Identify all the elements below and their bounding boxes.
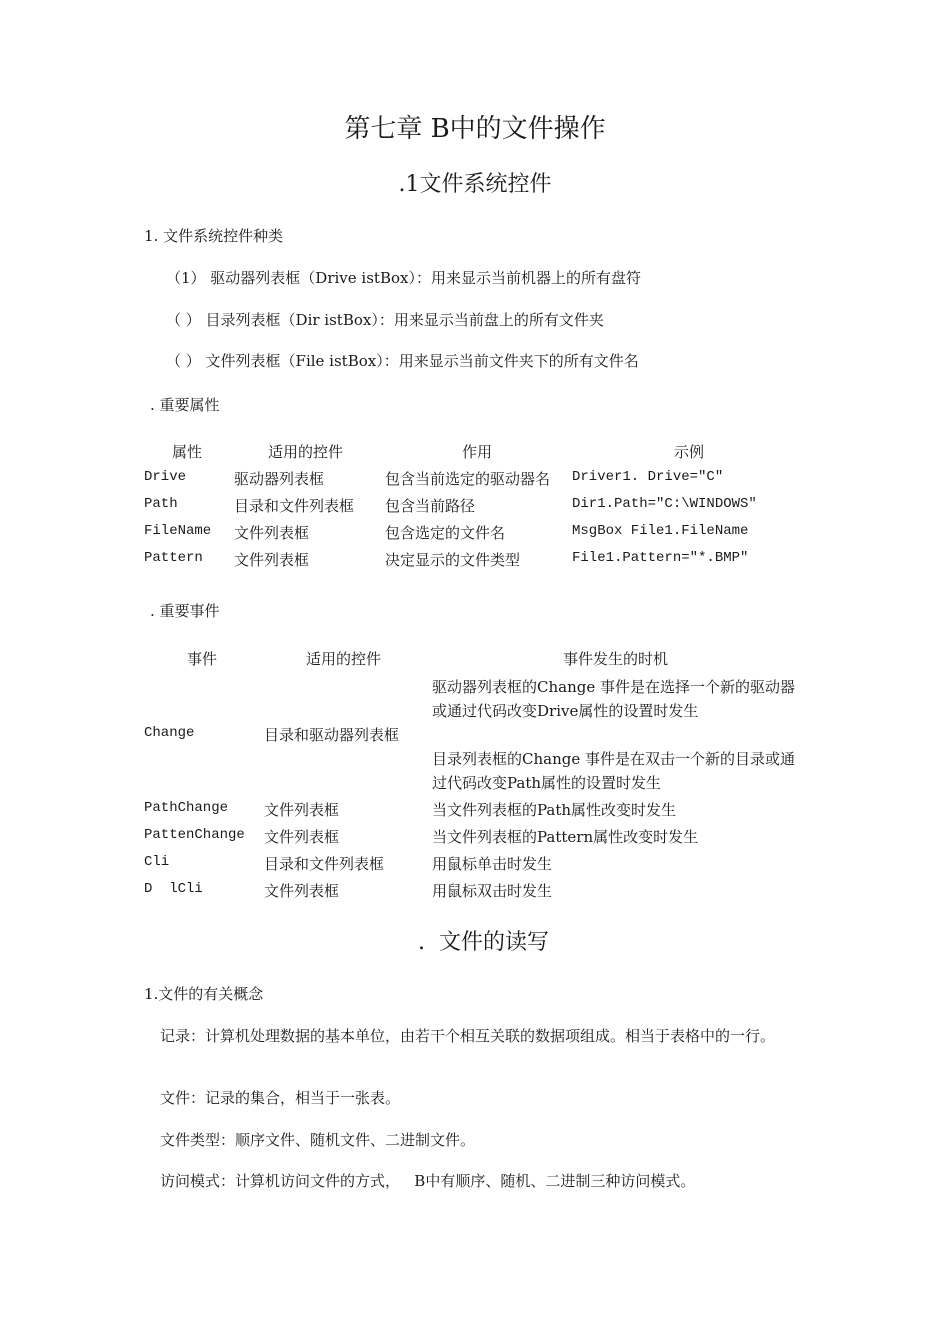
table-cell: 目录和文件列表框: [264, 855, 385, 873]
table-cell: Dir1.Path="C:\WINDOWS": [572, 496, 757, 512]
table-cell: D lCli: [144, 881, 203, 897]
paragraph-file: 文件：记录的集合，相当于一张表。: [160, 1089, 401, 1107]
table-cell: 用鼠标单击时发生: [432, 855, 553, 873]
table-cell: PattenChange: [144, 827, 245, 843]
table-cell: 目录列表框的Change 事件是在双击一个新的目录或通: [432, 750, 795, 768]
table-cell: 驱动器列表框: [234, 470, 325, 488]
table-cell: FileName: [144, 523, 212, 539]
subsection-control-types: 1. 文件系统控件种类: [144, 227, 284, 245]
page-title: 第七章 B中的文件操作: [344, 114, 606, 144]
table-cell: 文件列表框: [264, 801, 340, 819]
subsection-file-concepts: 1.文件的有关概念: [144, 985, 264, 1003]
table-cell: PathChange: [144, 800, 229, 816]
table-cell: 文件列表框: [264, 882, 340, 900]
table-cell: 文件列表框: [264, 828, 340, 846]
section-heading-file-controls: .1文件系统控件: [398, 172, 552, 197]
list-item: （ ） 文件列表框（File istBox）：用来显示当前文件夹下的所有文件名: [166, 352, 639, 370]
table-cell: 过代码改变Path属性的设置时发生: [432, 774, 662, 792]
table-cell: 文件列表框: [234, 524, 310, 542]
table-header: 适用的控件: [306, 650, 382, 668]
table-header: 作用: [462, 443, 493, 461]
table-header: 事件: [187, 650, 218, 668]
table-cell: Pattern: [144, 550, 203, 566]
table-cell: File1.Pattern="*.BMP": [572, 550, 749, 566]
table-cell: Path: [144, 496, 178, 512]
table-cell: 包含当前选定的驱动器名: [385, 470, 551, 488]
table-header: 适用的控件: [268, 443, 344, 461]
table-cell: Change: [144, 725, 195, 741]
table-cell: Drive: [144, 469, 187, 485]
table-header: 属性: [172, 443, 203, 461]
paragraph-file-types: 文件类型：顺序文件、随机文件、二进制文件。: [160, 1131, 476, 1149]
table-cell: 目录和文件列表框: [234, 497, 355, 515]
paragraph-access-mode: 访问模式：计算机访问文件的方式， B中有顺序、随机、二进制三种访问模式。: [160, 1172, 696, 1190]
table-cell: 目录和驱动器列表框: [264, 726, 400, 744]
table-cell: 包含选定的文件名: [385, 524, 506, 542]
table-header: 事件发生的时机: [563, 650, 669, 668]
table-cell: MsgBox File1.FileName: [572, 523, 749, 539]
list-item: （1） 驱动器列表框（Drive istBox）：用来显示当前机器上的所有盘符: [166, 269, 641, 287]
table-header: 示例: [674, 443, 705, 461]
table-cell: 文件列表框: [234, 551, 310, 569]
table-cell: 或通过代码改变Drive属性的设置时发生: [432, 702, 699, 720]
table-cell: 包含当前路径: [385, 497, 476, 515]
table-cell: 当文件列表框的Path属性改变时发生: [432, 801, 677, 819]
table-cell: 决定显示的文件类型: [385, 551, 521, 569]
list-item: （ ） 目录列表框（Dir istBox）：用来显示当前盘上的所有文件夹: [166, 311, 604, 329]
table-cell: Cli: [144, 854, 170, 870]
subsection-events: . 重要事件: [150, 602, 220, 620]
paragraph-record: 记录：计算机处理数据的基本单位，由若干个相互关联的数据项组成。相当于表格中的一行。: [160, 1027, 776, 1045]
table-cell: 当文件列表框的Pattern属性改变时发生: [432, 828, 699, 846]
subsection-properties: . 重要属性: [150, 396, 220, 414]
section-heading-file-read-write: . 文件的读写: [418, 930, 549, 955]
table-cell: 驱动器列表框的Change 事件是在选择一个新的驱动器: [432, 678, 795, 696]
table-cell: Driver1. Drive="C": [572, 469, 724, 485]
table-cell: 用鼠标双击时发生: [432, 882, 553, 900]
